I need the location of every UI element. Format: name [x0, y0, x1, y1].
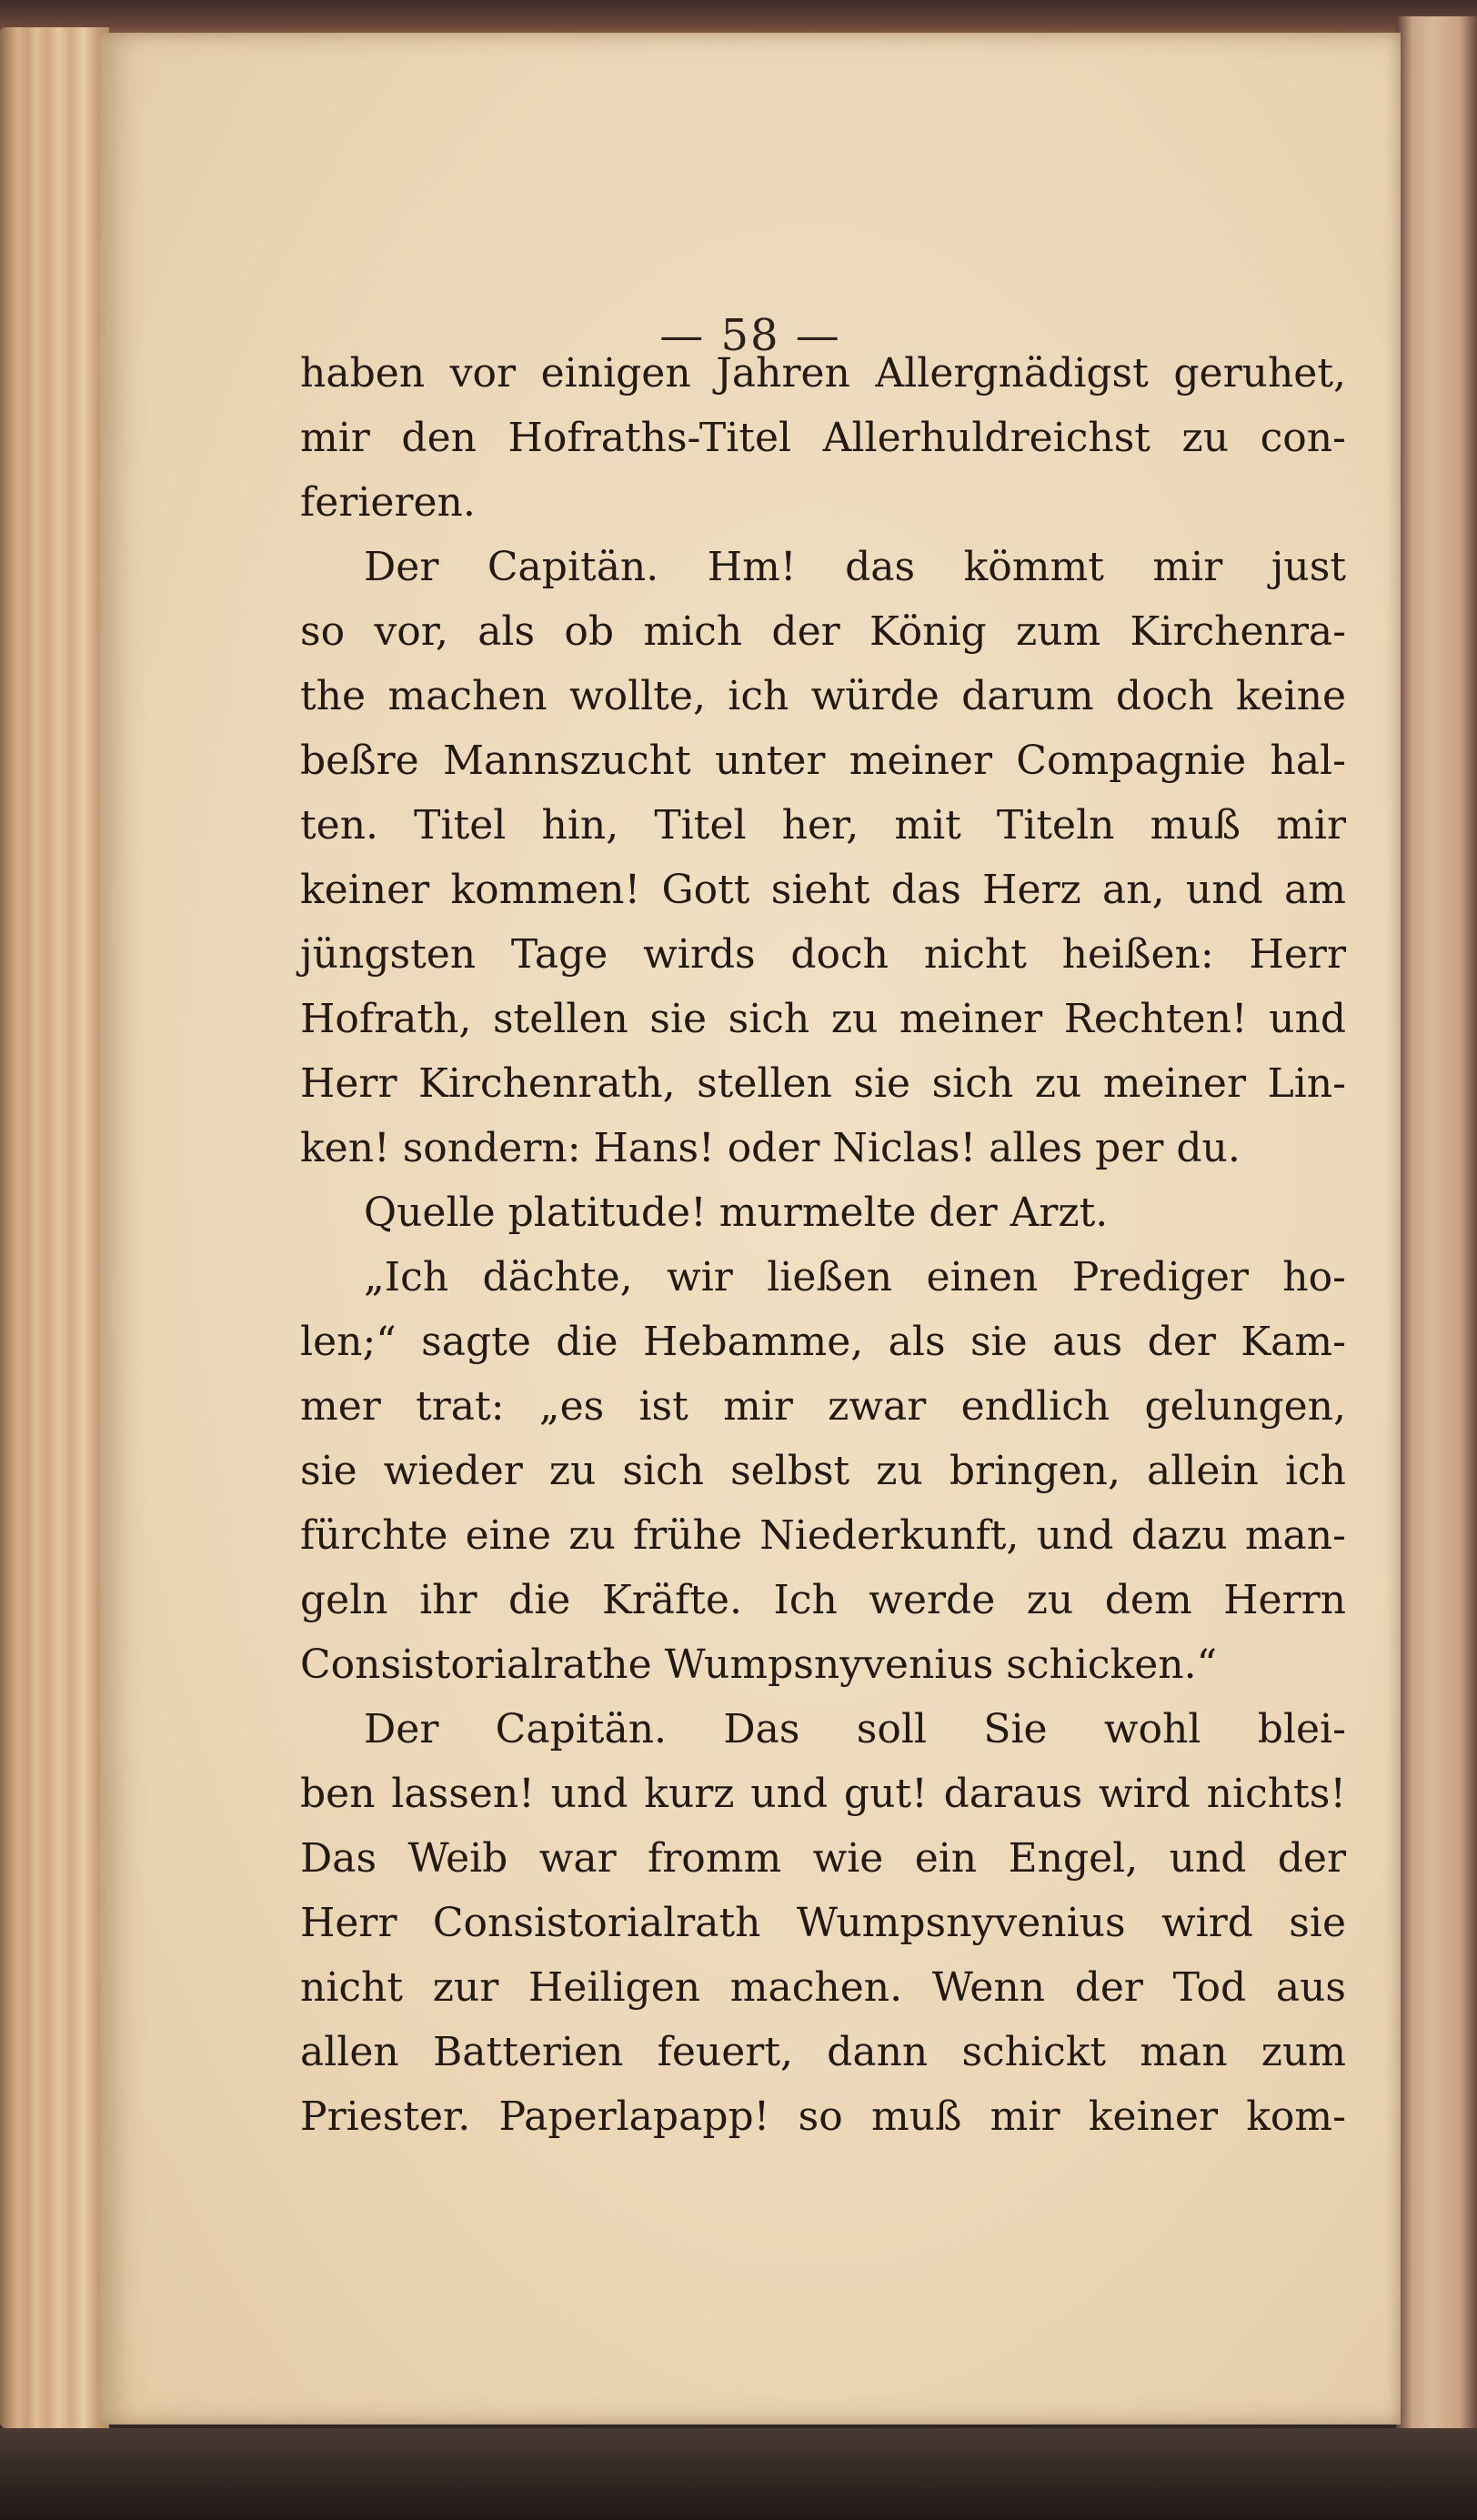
text-line: Priester. Paperlapapp! so muß mir keiner kom- [300, 2093, 1346, 2140]
text-line: haben vor einigen Jahren Allergnädigst geruhet, [300, 350, 1346, 397]
text-line: sie wieder zu sich selbst zu bringen, allein ich [300, 1448, 1346, 1494]
text-line: Herr Consistorialrath Wumpsnyvenius wird sie [300, 1900, 1346, 1946]
text-line: Consistorialrathe Wumpsnyvenius schicken.“ [300, 1642, 1218, 1688]
page-edges-left [0, 27, 109, 2428]
text-line: so vor, als ob mich der König zum Kirchenra- [300, 608, 1346, 655]
text-line: geln ihr die Kräfte. Ich werde zu dem Herrn [300, 1577, 1346, 1623]
text-line: mer trat: „es ist mir zwar endlich gelungen, [300, 1383, 1346, 1430]
text-line: len;“ sagte die Hebamme, als sie aus der Kam- [300, 1319, 1346, 1365]
text-line: ten. Titel hin, Titel her, mit Titeln muß mir [300, 802, 1346, 848]
page-body-text [300, 341, 1346, 2149]
text-line: Herr Kirchenrath, stellen sie sich zu meiner Lin- [300, 1060, 1346, 1107]
text-line: the machen wollte, ich würde darum doch keine [300, 673, 1346, 719]
scan-background-bottom [0, 2428, 1477, 2520]
text-line: ferieren. [300, 479, 476, 526]
text-line: „Ich dächte, wir ließen einen Prediger ho- [364, 1254, 1346, 1300]
text-line: keiner kommen! Gott sieht das Herz an, und am [300, 867, 1346, 913]
text-line: ken! sondern: Hans! oder Niclas! alles per du. [300, 1125, 1241, 1171]
page-number: — 58 — [659, 310, 841, 361]
text-line: beßre Mannszucht unter meiner Compagnie hal- [300, 738, 1346, 784]
text-line: nicht zur Heiligen machen. Wenn der Tod aus [300, 1964, 1346, 2011]
text-line: Der Capitän. Hm! das kömmt mir just [364, 544, 1346, 590]
text-line: Hofrath, stellen sie sich zu meiner Rechten! und [300, 996, 1346, 1042]
text-line: allen Batterien feuert, dann schickt man zum [300, 2029, 1346, 2075]
book-binding-top [0, 0, 1477, 36]
text-line: Das Weib war fromm wie ein Engel, und der [300, 1835, 1346, 1882]
text-line: jüngsten Tage wirds doch nicht heißen: Herr [300, 931, 1346, 978]
text-line: fürchte eine zu frühe Niederkunft, und dazu man- [300, 1512, 1346, 1559]
book-cover-edge-right [1396, 16, 1477, 2435]
text-line: ben lassen! und kurz und gut! daraus wird nichts! [300, 1771, 1346, 1817]
text-line: Quelle platitude! murmelte der Arzt. [364, 1190, 1109, 1236]
text-line: Der Capitän. Das soll Sie wohl blei- [364, 1706, 1346, 1752]
text-line: mir den Hofraths-Titel Allerhuldreichst zu con- [300, 415, 1346, 461]
